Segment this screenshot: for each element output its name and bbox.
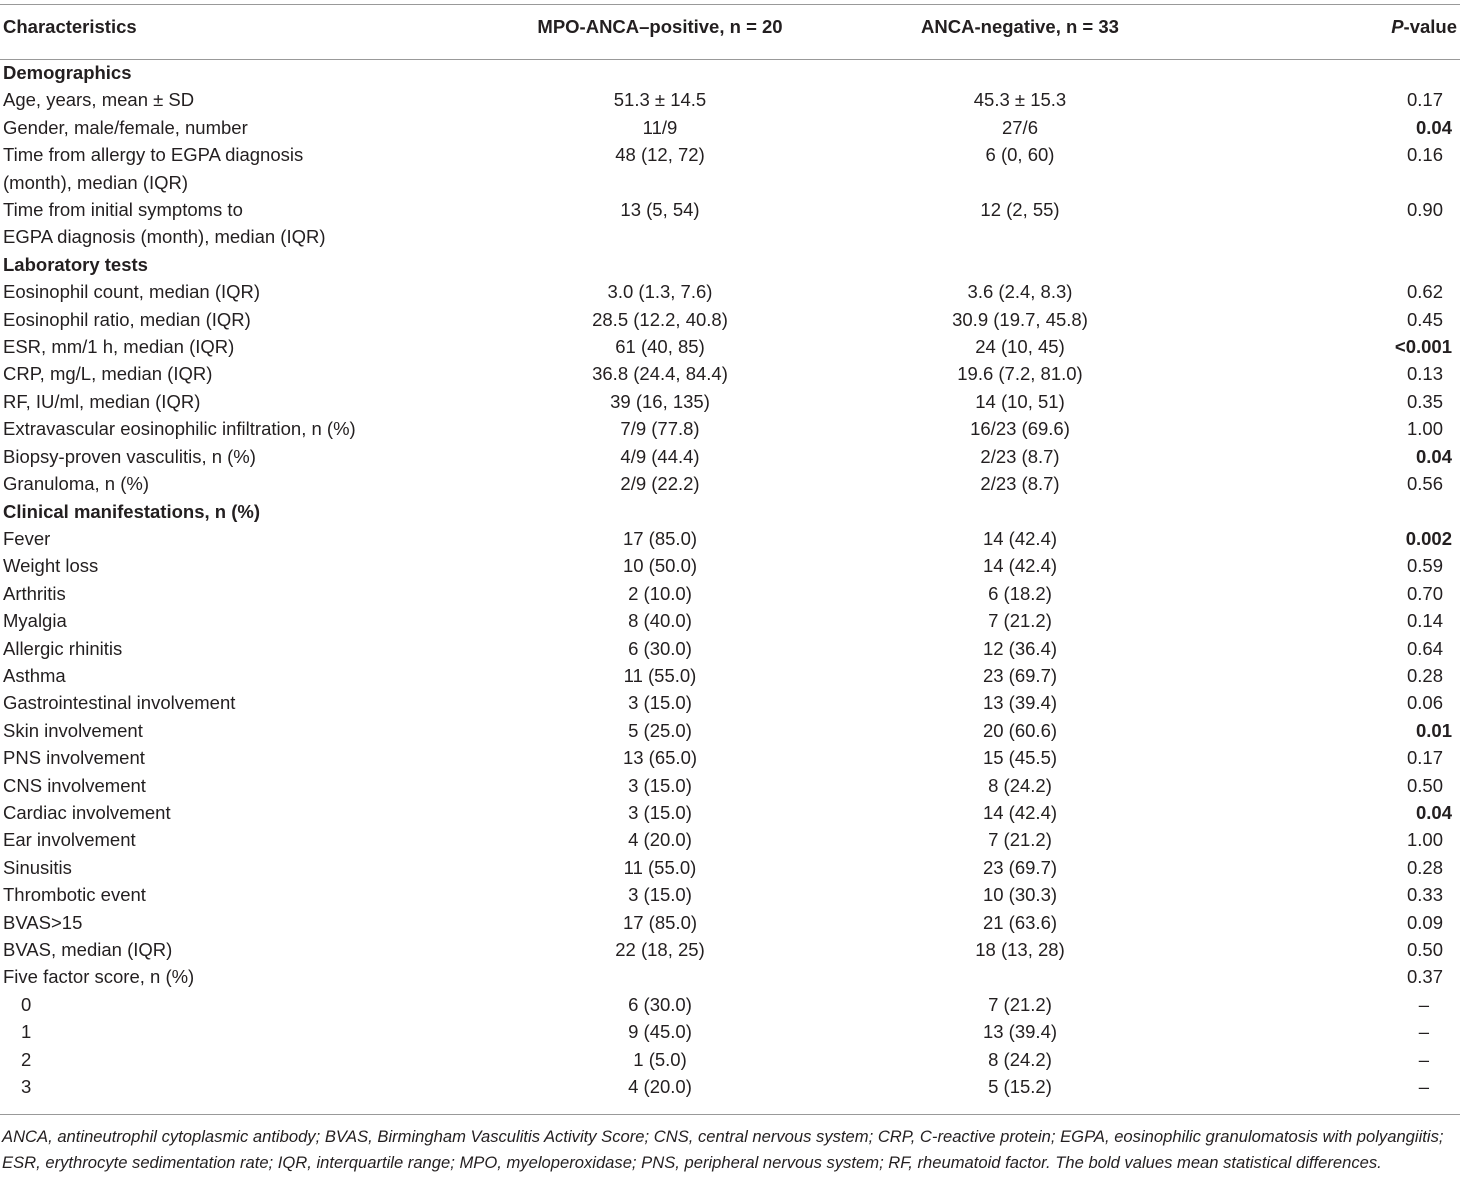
anca-negative-value: 18 (13, 28) xyxy=(975,939,1065,960)
row-label-line: BVAS, median (IQR) xyxy=(3,939,173,960)
p-value: – xyxy=(1418,993,1429,1015)
anca-negative-value: 14 (42.4) xyxy=(982,801,1058,823)
mpo-value: 61 (40, 85) xyxy=(615,336,705,358)
p-value: 0.64 xyxy=(1406,637,1443,659)
row-label-line: Allergic rhinitis xyxy=(3,637,123,659)
row-label-line: 3 xyxy=(21,1076,32,1098)
row-label-line: Ear involvement xyxy=(3,829,136,851)
p-value: 0.62 xyxy=(1406,281,1443,303)
mpo-value: 3 (15.0) xyxy=(628,774,692,796)
mpo-value: 39 (16, 135) xyxy=(610,390,710,412)
header-characteristics: Characteristics xyxy=(3,16,137,37)
p-value: 0.45 xyxy=(1406,308,1443,330)
row-label-line: Eosinophil count, median (IQR) xyxy=(3,281,261,303)
anca-negative-value: 23 (69.7) xyxy=(982,664,1058,686)
mpo-value: 9 (45.0) xyxy=(628,1021,692,1043)
anca-negative-value: 30.9 (19.7, 45.8) xyxy=(952,308,1088,330)
mpo-value: 7/9 (77.8) xyxy=(620,418,700,440)
p-value: 0.50 xyxy=(1406,774,1443,796)
anca-negative-value: 12 (2, 55) xyxy=(980,199,1060,221)
table-row xyxy=(0,443,1460,470)
mpo-value: 4 (20.0) xyxy=(628,829,692,851)
header-p-italic: P xyxy=(1391,16,1404,37)
anca-negative-value: 16/23 (69.6) xyxy=(970,418,1070,440)
p-value: 0.06 xyxy=(1406,692,1443,714)
table-row xyxy=(0,635,1460,662)
row-label-line: RF, IU/ml, median (IQR) xyxy=(3,390,201,412)
table-row xyxy=(0,141,1460,196)
table-row xyxy=(0,854,1460,881)
mpo-value: 3 (15.0) xyxy=(628,884,692,906)
row-label-line: Age, years, mean ± SD xyxy=(3,89,195,111)
row-label-line: Skin involvement xyxy=(3,719,143,741)
row-label-line: Gender, male/female, number xyxy=(3,116,248,138)
table-row xyxy=(0,826,1460,853)
row-label xyxy=(0,607,480,634)
mpo-value: 28.5 (12.2, 40.8) xyxy=(592,308,728,330)
mpo-value: 4 (20.0) xyxy=(628,1076,692,1098)
table-row xyxy=(0,881,1460,908)
anca-negative-value: 6 (18.2) xyxy=(988,582,1052,604)
p-value: 0.04 xyxy=(1415,445,1452,467)
anca-negative-value: 20 (60.6) xyxy=(982,719,1058,741)
table-row xyxy=(0,662,1460,689)
row-label xyxy=(0,799,480,826)
row-label-line: ESR, mm/1 h, median (IQR) xyxy=(3,336,235,358)
anca-negative-value: 2/23 (8.7) xyxy=(980,473,1060,495)
row-label-line: Arthritis xyxy=(3,582,66,604)
row-label-line: Cardiac involvement xyxy=(3,801,171,823)
table-row xyxy=(0,196,1460,251)
p-value: 0.33 xyxy=(1406,884,1443,906)
table-row xyxy=(0,607,1460,634)
row-label xyxy=(0,552,480,579)
row-label-line: CNS involvement xyxy=(3,774,146,796)
row-label xyxy=(0,717,480,744)
row-label xyxy=(0,525,480,552)
p-value: <0.001 xyxy=(1394,336,1452,358)
row-label xyxy=(0,1018,480,1045)
row-label-line: BVAS>15 xyxy=(3,911,83,933)
row-label xyxy=(0,909,480,936)
mpo-value xyxy=(480,963,840,990)
row-label-line: 2 xyxy=(21,1048,32,1070)
anca-negative-value: 13 (39.4) xyxy=(982,692,1058,714)
anca-negative-value: 24 (10, 45) xyxy=(975,336,1065,358)
anca-negative-value: 7 (21.2) xyxy=(988,829,1052,851)
header-mpo-anca-positive: MPO-ANCA–positive, n = 20 xyxy=(537,16,783,37)
table-row xyxy=(0,936,1460,963)
header-p-rest: -value xyxy=(1403,16,1457,37)
row-label xyxy=(0,306,480,333)
row-label xyxy=(0,141,480,196)
row-label xyxy=(0,196,480,251)
mpo-value: 3 (15.0) xyxy=(628,801,692,823)
anca-negative-value: 12 (36.4) xyxy=(982,637,1058,659)
anca-negative-value: 2/23 (8.7) xyxy=(980,445,1060,467)
row-label xyxy=(0,443,480,470)
row-label-line: Biopsy-proven vasculitis, n (%) xyxy=(3,445,256,467)
mpo-value: 51.3 ± 14.5 xyxy=(613,89,707,111)
p-value: – xyxy=(1418,1021,1429,1043)
mpo-value: 13 (65.0) xyxy=(622,747,698,769)
table-row xyxy=(0,470,1460,497)
row-label xyxy=(0,86,480,113)
row-label-line: Time from initial symptoms to xyxy=(3,199,243,221)
table-row xyxy=(0,689,1460,716)
section-heading: Clinical manifestations, n (%) xyxy=(3,500,260,522)
p-value: 1.00 xyxy=(1406,418,1443,440)
row-label xyxy=(0,388,480,415)
row-label xyxy=(0,1073,480,1100)
section-heading: Demographics xyxy=(3,62,132,83)
p-value: 0.28 xyxy=(1406,664,1443,686)
p-value: 0.13 xyxy=(1406,363,1443,385)
characteristics-table xyxy=(0,11,1460,1100)
p-value: 0.56 xyxy=(1406,473,1443,495)
row-label-line: CRP, mg/L, median (IQR) xyxy=(3,363,213,385)
table-row xyxy=(0,114,1460,141)
row-label-line: Sinusitis xyxy=(3,856,72,878)
mpo-value: 5 (25.0) xyxy=(628,719,692,741)
row-label-line-2: (month), median (IQR) xyxy=(3,171,189,193)
row-label xyxy=(0,854,480,881)
row-label-line: Eosinophil ratio, median (IQR) xyxy=(3,308,251,330)
row-label-line: Extravascular eosinophilic infiltration, n (%) xyxy=(3,418,356,440)
table-row xyxy=(0,306,1460,333)
anca-negative-value: 45.3 ± 15.3 xyxy=(973,89,1067,111)
row-label-line: Five factor score, n (%) xyxy=(3,966,195,988)
mpo-value: 3 (15.0) xyxy=(628,692,692,714)
mpo-value: 11/9 xyxy=(642,116,678,138)
anca-negative-value: 6 (0, 60) xyxy=(985,144,1055,166)
row-label-line: Thrombotic event xyxy=(3,884,146,906)
mpo-value: 8 (40.0) xyxy=(628,610,692,632)
row-label-line: Weight loss xyxy=(3,555,99,577)
p-value: 0.16 xyxy=(1406,144,1443,166)
p-value: 0.37 xyxy=(1406,966,1443,988)
anca-negative-value: 5 (15.2) xyxy=(988,1076,1052,1098)
row-label-line: Fever xyxy=(3,527,51,549)
table-row xyxy=(0,963,1460,990)
table-row xyxy=(0,580,1460,607)
anca-negative-value: 10 (30.3) xyxy=(982,884,1058,906)
row-label xyxy=(0,826,480,853)
anca-negative-value xyxy=(840,963,1200,990)
mpo-value: 2 (10.0) xyxy=(628,582,692,604)
anca-negative-value: 19.6 (7.2, 81.0) xyxy=(957,363,1083,385)
anca-negative-value: 27/6 xyxy=(1001,116,1038,138)
p-value: 0.17 xyxy=(1406,89,1443,111)
p-value: 0.35 xyxy=(1406,390,1443,412)
p-value: 0.04 xyxy=(1415,116,1452,138)
p-value: 0.70 xyxy=(1406,582,1443,604)
table-row xyxy=(0,991,1460,1018)
mpo-value: 6 (30.0) xyxy=(628,637,692,659)
mpo-value: 4/9 (44.4) xyxy=(620,445,700,467)
row-label-line: Time from allergy to EGPA diagnosis xyxy=(3,144,304,166)
table-row xyxy=(0,717,1460,744)
anca-negative-value: 15 (45.5) xyxy=(982,747,1058,769)
mpo-value: 10 (50.0) xyxy=(622,555,698,577)
mpo-value: 6 (30.0) xyxy=(628,993,692,1015)
table-row xyxy=(0,333,1460,360)
anca-negative-value: 21 (63.6) xyxy=(982,911,1058,933)
p-value: 0.17 xyxy=(1406,747,1443,769)
table-row xyxy=(0,1018,1460,1045)
row-label xyxy=(0,936,480,963)
anca-negative-value: 3.6 (2.4, 8.3) xyxy=(967,281,1073,303)
table-row xyxy=(0,360,1460,387)
table-row xyxy=(0,1073,1460,1100)
p-value: 0.09 xyxy=(1406,911,1443,933)
row-label xyxy=(0,360,480,387)
p-value: 1.00 xyxy=(1406,829,1443,851)
table-row xyxy=(0,799,1460,826)
row-label xyxy=(0,333,480,360)
p-value: 0.01 xyxy=(1415,719,1452,741)
row-label-line: 1 xyxy=(21,1021,32,1043)
table-row xyxy=(0,86,1460,113)
row-label xyxy=(0,114,480,141)
row-label-line: Myalgia xyxy=(3,610,67,632)
section-heading: Laboratory tests xyxy=(3,253,148,275)
table-row xyxy=(0,278,1460,305)
row-label xyxy=(0,689,480,716)
p-value: 0.002 xyxy=(1405,527,1452,549)
row-label xyxy=(0,635,480,662)
row-label-line: Asthma xyxy=(3,664,66,686)
mpo-value: 17 (85.0) xyxy=(622,911,698,933)
p-value: – xyxy=(1418,1076,1429,1098)
table-row xyxy=(0,525,1460,552)
anca-negative-value: 14 (42.4) xyxy=(982,555,1058,577)
row-label xyxy=(0,415,480,442)
top-rule xyxy=(0,4,1460,5)
section-row xyxy=(0,59,1460,86)
mpo-value: 48 (12, 72) xyxy=(615,144,705,166)
table-row xyxy=(0,552,1460,579)
row-label xyxy=(0,991,480,1018)
row-label xyxy=(0,1046,480,1073)
row-label xyxy=(0,881,480,908)
row-label xyxy=(0,470,480,497)
table-body xyxy=(0,59,1460,1100)
mpo-value: 11 (55.0) xyxy=(623,856,697,878)
mpo-value: 36.8 (24.4, 84.4) xyxy=(592,363,728,385)
p-value: 0.14 xyxy=(1406,610,1443,632)
section-row xyxy=(0,251,1460,278)
anca-negative-value: 8 (24.2) xyxy=(988,774,1052,796)
p-value: 0.28 xyxy=(1406,856,1443,878)
mpo-value: 11 (55.0) xyxy=(623,664,697,686)
row-label-line: 0 xyxy=(21,993,32,1015)
p-value: 0.04 xyxy=(1415,801,1452,823)
mpo-value: 2/9 (22.2) xyxy=(620,473,700,495)
row-label xyxy=(0,772,480,799)
mpo-value: 22 (18, 25) xyxy=(615,939,705,960)
p-value: 0.50 xyxy=(1406,939,1443,960)
bottom-rule xyxy=(0,1114,1460,1115)
table-row xyxy=(0,909,1460,936)
p-value: 0.90 xyxy=(1406,199,1443,221)
p-value: – xyxy=(1418,1048,1429,1070)
header-row xyxy=(0,11,1460,43)
row-label xyxy=(0,580,480,607)
table-row xyxy=(0,415,1460,442)
p-value: 0.59 xyxy=(1406,555,1443,577)
anca-negative-value: 13 (39.4) xyxy=(982,1021,1058,1043)
header-p-value xyxy=(1200,11,1460,43)
row-label-line: Gastrointestinal involvement xyxy=(3,692,236,714)
mpo-value: 3.0 (1.3, 7.6) xyxy=(607,281,713,303)
mpo-value: 17 (85.0) xyxy=(622,527,698,549)
anca-negative-value: 14 (42.4) xyxy=(982,527,1058,549)
row-label xyxy=(0,963,480,990)
row-label-line-2: EGPA diagnosis (month), median (IQR) xyxy=(3,226,326,248)
table-row xyxy=(0,1046,1460,1073)
table-row xyxy=(0,388,1460,415)
anca-negative-value: 23 (69.7) xyxy=(982,856,1058,878)
row-label xyxy=(0,662,480,689)
anca-negative-value: 7 (21.2) xyxy=(988,993,1052,1015)
anca-negative-value: 7 (21.2) xyxy=(988,610,1052,632)
table-footnote: ANCA, antineutrophil cytoplasmic antibody; BVAS, Birmingham Vasculitis Activity Score; CNS, central nervous system; CRP, C-reactive protein; EGPA, eosinophilic granulomatosis with polyangiitis; ESR, erythrocyte sedimentation rate; IQR, interquartile range; MPO, myeloperoxidase; PNS, peripheral nervous system; RF, rheumatoid factor. The bold values mean statistical differences. xyxy=(2,1127,1444,1172)
section-row xyxy=(0,498,1460,525)
table-row xyxy=(0,744,1460,771)
header-anca-negative: ANCA-negative, n = 33 xyxy=(921,16,1119,37)
anca-negative-value: 14 (10, 51) xyxy=(975,390,1065,412)
anca-negative-value: 8 (24.2) xyxy=(988,1048,1052,1070)
row-label xyxy=(0,278,480,305)
row-label-line: Granuloma, n (%) xyxy=(3,473,149,495)
mpo-value: 13 (5, 54) xyxy=(620,199,700,221)
table-row xyxy=(0,772,1460,799)
row-label-line: PNS involvement xyxy=(3,747,145,769)
mpo-value: 1 (5.0) xyxy=(633,1048,687,1070)
row-label xyxy=(0,744,480,771)
